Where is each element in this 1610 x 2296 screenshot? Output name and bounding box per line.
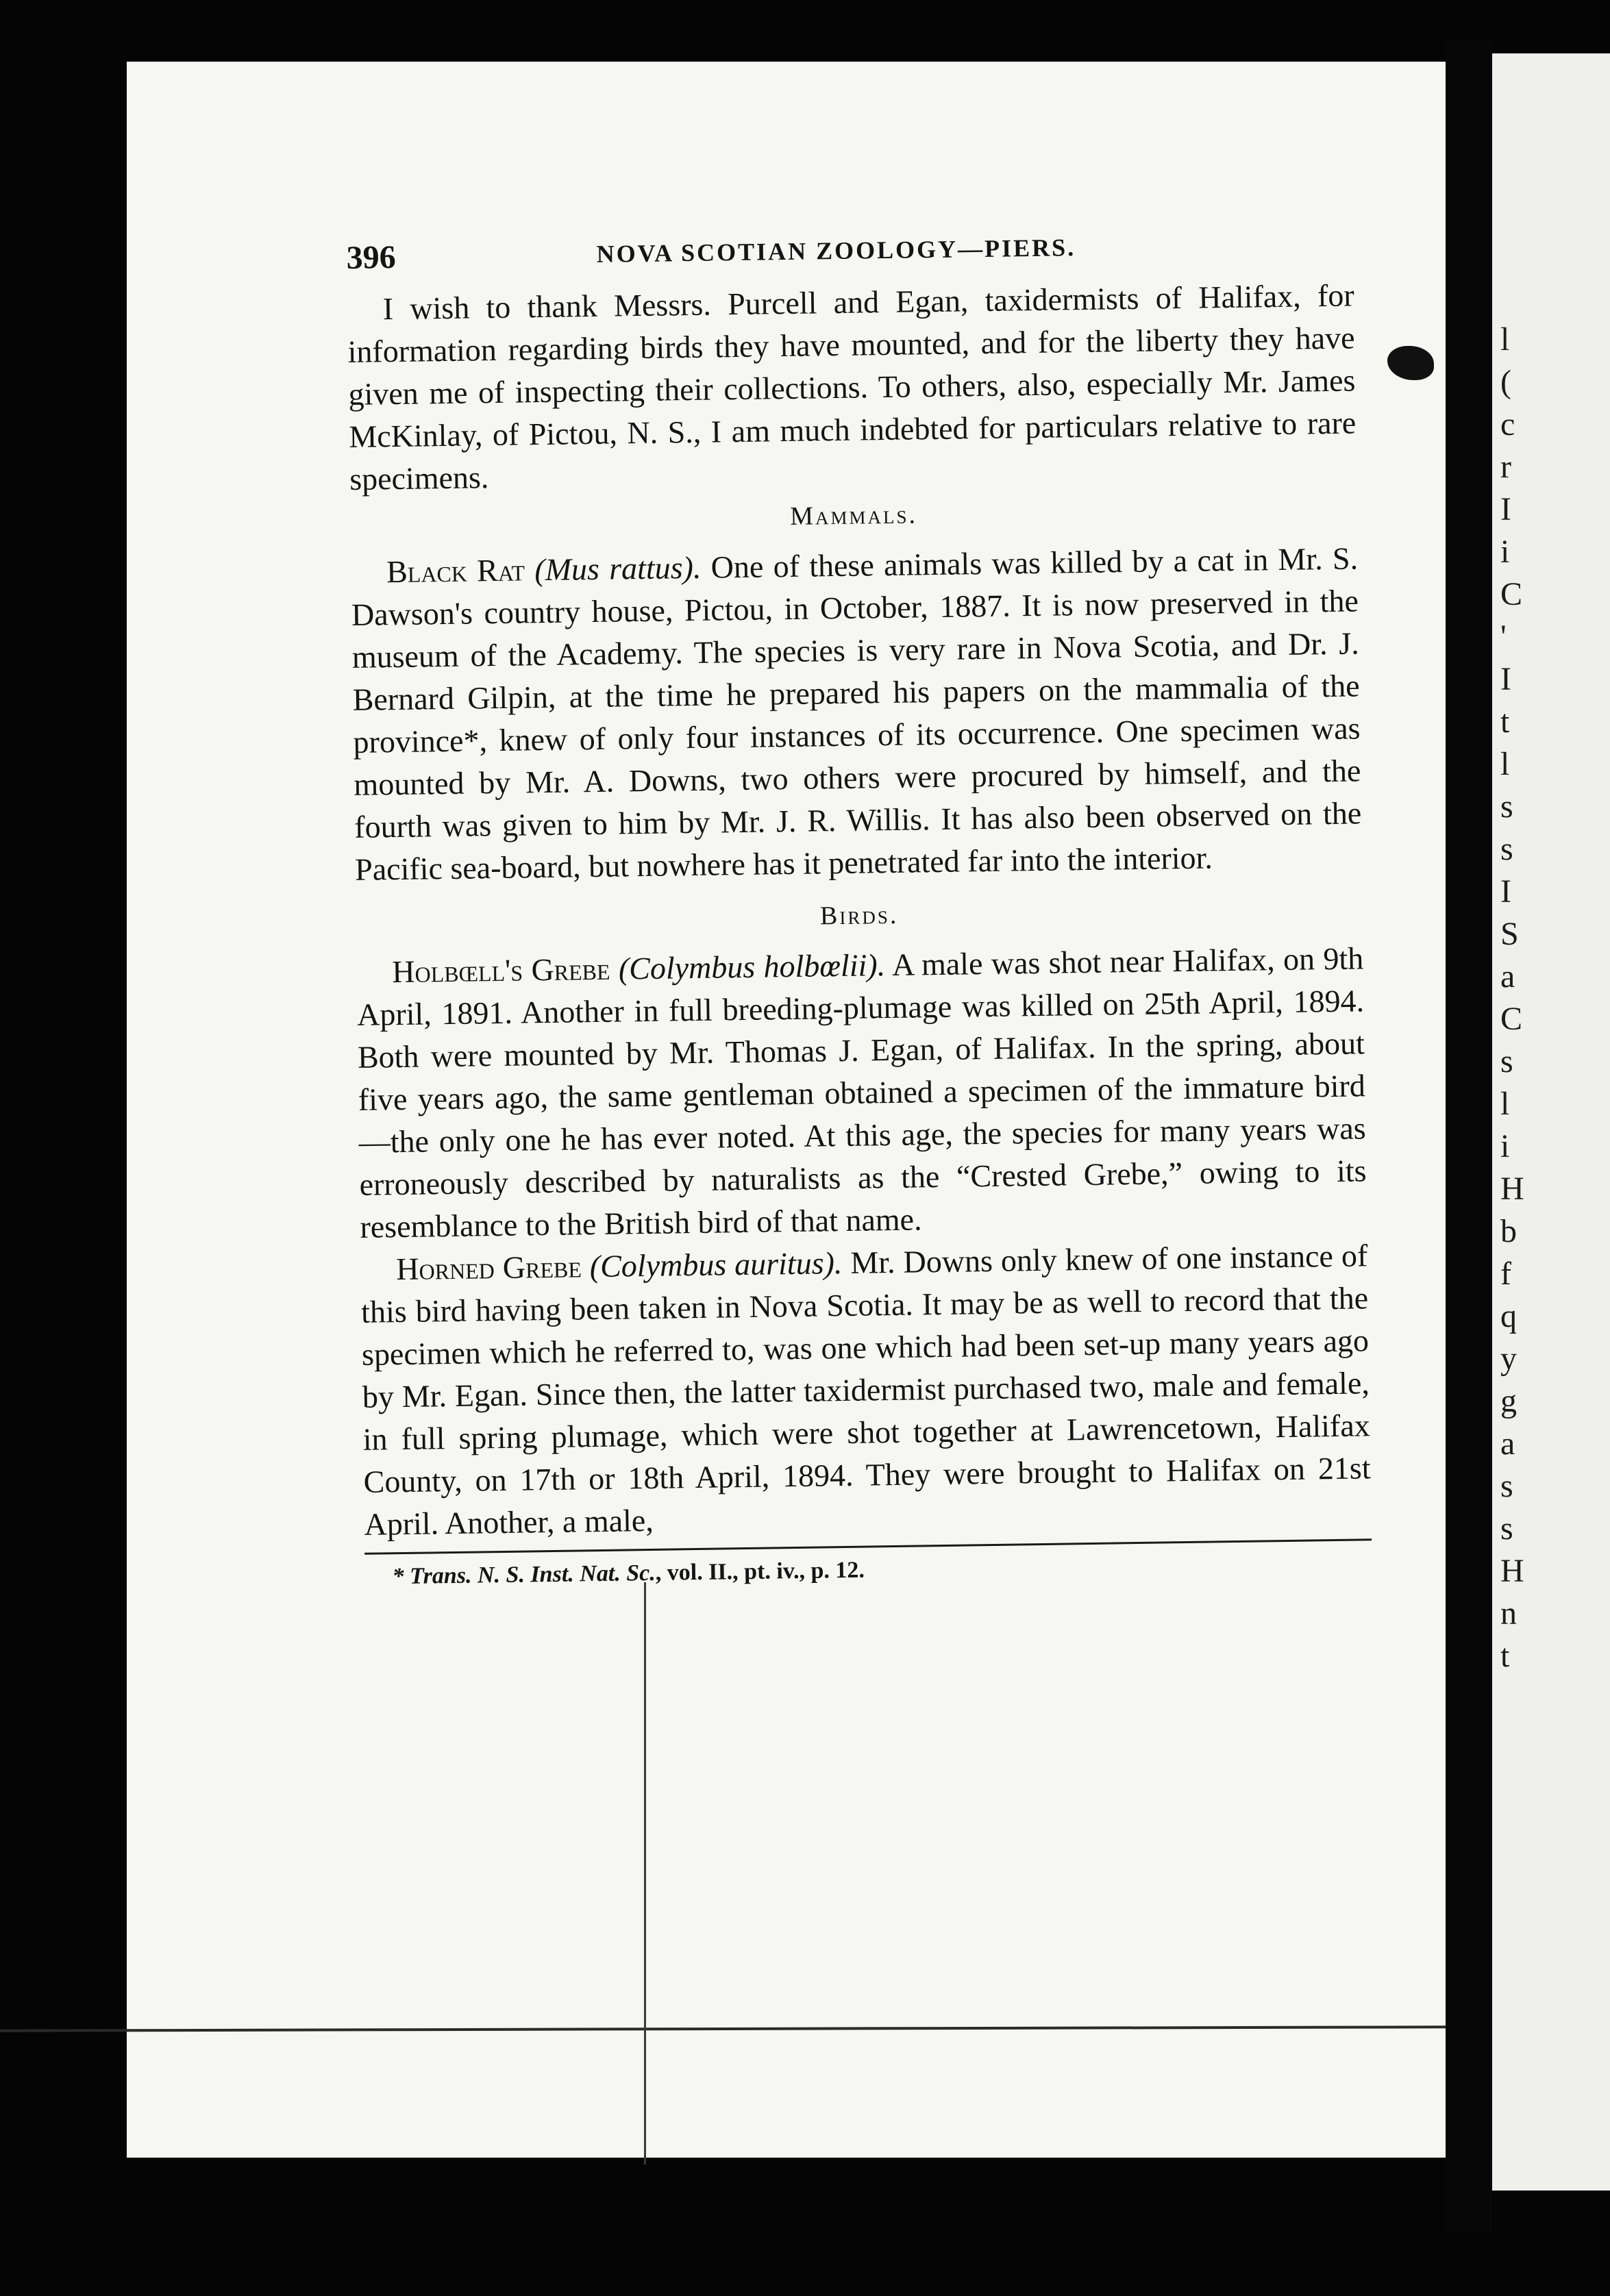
species-name: Black Rat — [386, 552, 525, 590]
mammals-heading: Mammals. — [789, 500, 918, 531]
adjacent-page-fragment: q — [1500, 1298, 1517, 1334]
scientific-name: (Mus rattus). — [534, 549, 702, 588]
adjacent-page-fragment: a — [1500, 1425, 1515, 1462]
adjacent-page-fragment: s — [1500, 831, 1513, 867]
adjacent-page-fragment: r — [1500, 449, 1511, 485]
scan-artifact-line — [644, 1582, 646, 2164]
entry-text: Mr. Downs only knew of one instance of this bird having been taken in Nova Scotia. It may be as well to record that the specimen which he referred to, was one which had been set-up many years ago by Mr. Egan. Since then, the latter taxidermist purchased two, male and female, in full spring plumage, which were shot together at Lawrencetown, Halifax County, on 17th or 18th April, 1894. They were brought to Halifax on 21st April. Another, a male, — [360, 1238, 1371, 1542]
adjacent-page-fragment: s — [1500, 1510, 1513, 1547]
intro-paragraph: I wish to thank Messrs. Purcell and Egan, taxidermists of Halifax, for information regarding birds they have mounted, and for the liberty they have given me of inspecting their collections. To others, also, especially Mr. James McKinlay, of Pictou, N. S., I am much indebted for particulars relative to rare specimens. — [347, 277, 1357, 497]
adjacent-page-fragment: s — [1500, 788, 1513, 825]
scientific-name: (Colymbus auritus). — [589, 1245, 843, 1284]
adjacent-page-fragment: b — [1500, 1213, 1517, 1249]
footnote-source: Trans. N. S. Inst. Nat. Sc. — [409, 1560, 656, 1589]
adjacent-page-fragment: s — [1500, 1043, 1513, 1080]
adjacent-page-fragment: I — [1500, 661, 1511, 697]
entry-text: One of these animals was killed by a cat in Mr. S. Dawson's country house, Pictou, in October, 1887. It is now preserved in the museum of the Academy. The species is very rare in Nova Scotia, and Dr. J. Bernard Gilpin, at the time he prepared his papers on the mammalia of the province*, knew of only four instances of its occurrence. One specimen was mounted by Mr. A. Downs, two others were procured by himself, and the fourth was given to him by Mr. J. R. Willis. It has also been observed on the Pacific sea-board, but nowhere has it penetrated far into the interior. — [351, 540, 1362, 887]
adjacent-page-fragment: H — [1500, 1171, 1524, 1207]
black-rat-entry — [351, 537, 1363, 890]
adjacent-page-fragment: l — [1500, 746, 1510, 782]
adjacent-page-fragment: l — [1500, 321, 1510, 358]
adjacent-page-fragment: i — [1500, 1128, 1510, 1164]
adjacent-page-fragment: g — [1500, 1383, 1517, 1419]
adjacent-page-fragment: S — [1500, 916, 1519, 952]
adjacent-page-fragment: t — [1500, 703, 1510, 740]
adjacent-page-fragment: t — [1500, 1638, 1510, 1674]
adjacent-page-fragment: c — [1500, 406, 1515, 442]
adjacent-page-fragment: ' — [1500, 619, 1507, 655]
species-name: Horned Grebe — [395, 1249, 582, 1287]
adjacent-page-fragment: f — [1500, 1256, 1511, 1292]
horned-grebe-entry — [360, 1234, 1372, 1545]
adjacent-page-fragment: n — [1500, 1595, 1517, 1632]
adjacent-page-fragment: C — [1500, 576, 1523, 612]
adjacent-page-fragment: ( — [1500, 364, 1511, 400]
species-name: Holbœll's Grebe — [391, 951, 610, 990]
birds-heading: Birds. — [819, 900, 899, 931]
adjacent-page-fragment: s — [1500, 1468, 1513, 1504]
adjacent-page-fragment: i — [1500, 534, 1510, 570]
footnote-marker: * — [392, 1564, 404, 1590]
adjacent-page-fragment: y — [1500, 1340, 1517, 1377]
scientific-name: (Colymbus holbœlii). — [618, 947, 886, 986]
adjacent-page-fragment: C — [1500, 1001, 1523, 1037]
adjacent-page-edge — [1492, 53, 1610, 2191]
holboell-grebe-entry — [356, 937, 1367, 1248]
page-text — [346, 208, 1372, 1590]
adjacent-page-fragment: H — [1500, 1553, 1524, 1589]
adjacent-page-fragment: l — [1500, 1086, 1510, 1122]
page-number: 396 — [346, 238, 397, 276]
adjacent-page-fragment: a — [1500, 958, 1515, 995]
book-gutter — [1446, 41, 1492, 2233]
running-title: NOVA SCOTIAN ZOOLOGY—PIERS. — [596, 234, 1076, 268]
running-head — [346, 208, 1354, 284]
entry-text: A male was shot near Halifax, on 9th April, 1891. Another in full breeding-plumage was killed on 25th April, 1894. Both were mounted by Mr. Thomas J. Egan, of Halifax. In the spring, about five years ago, the same gentleman obtained a specimen of the immature bird—the only one he has ever noted. At this age, the species for many years was erroneously described by naturalists as the “Crested Grebe,” owing to its resemblance to the British bird of that name. — [356, 940, 1367, 1245]
adjacent-page-fragment: I — [1500, 491, 1511, 527]
adjacent-page-fragment: I — [1500, 873, 1511, 910]
footnote-detail: , vol. II., pt. iv., p. 12. — [655, 1557, 865, 1586]
